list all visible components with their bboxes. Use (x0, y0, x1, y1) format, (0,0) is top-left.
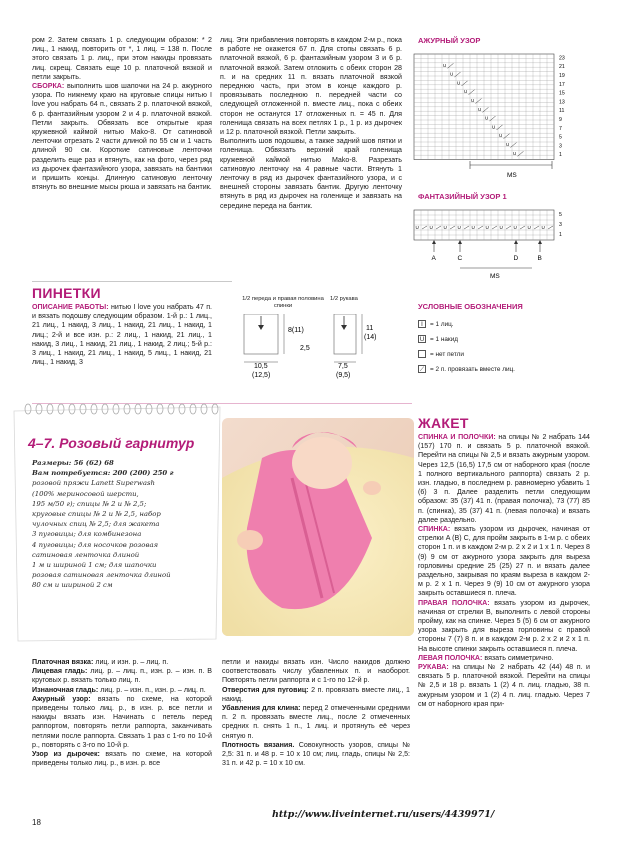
text: вязать по схеме, на которой приведены только лиц. р., в изн. р. все петли и накиды вязать изн. Начинать с петель перед раппортом, повторять петли раппорта, заканчивать петлями после раппорта. Связать 1 раз с 1-го по 10-й р., повторять с 3-го по 10-й р. (32, 694, 212, 749)
materials-line: чулочных спиц № 2,5; для жакета (32, 520, 160, 529)
ms-label: MS (507, 172, 517, 179)
row-number: 7 (559, 125, 562, 132)
materials-list (32, 458, 217, 591)
jacket-title: ЖАКЕТ (418, 415, 469, 431)
label: Отверстия для пуговиц: (222, 685, 309, 694)
right-front-text: вязать узором из дырочек, начиная от стрелки B, выполнить с левой стороны пройму, как на спинке. Через 5 (5) 6 см от ажурного узора закрыть для выреза горловины с правой стороны 7 (7) 8 п. и в каждом 2-м р. 2 х 2 и 2 х 1 п. На высоте спинки закрыть оставшиеся п. плеча. (418, 598, 590, 653)
stitch-symbol: U (513, 225, 517, 230)
materials-line: 1 м и шириной 1 см; для шапочки (32, 561, 157, 570)
stitch-symbol: U (471, 98, 475, 103)
stitch-symbol: U (513, 150, 517, 156)
description-label: ОПИСАНИЕ РАБОТЫ: (32, 303, 109, 311)
paragraph: ром 2. Затем связать 1 р. следующим образом: * 2 лиц., 1 накид, повторить от *, 1 лиц. = 138 п. После этого связать 1 р. лиц., при этом накиды провязать лиц. скрещ. Связать еще 10 р. платочной вязкой и петли закрыть. (32, 36, 212, 81)
dim: (12,5) (252, 372, 271, 379)
dim: (9,5) (336, 372, 351, 379)
arrow-head (258, 325, 264, 330)
legend-item (418, 335, 458, 343)
schematic-label-front: 1/2 переда и правая половина спинки (242, 296, 324, 309)
baby-photo (222, 418, 414, 636)
materials-line: 80 см и шириной 2 см (32, 581, 113, 590)
legend-symbol-icon: U (419, 337, 425, 343)
page-number: 18 (32, 818, 41, 827)
text: перед 2 отмеченными средними п. 2 п. провязать вместе лиц., после 2 отмеченных средних п. снять 1 п., 1 лиц. и протянуть её через снятую п. (222, 704, 410, 740)
text: лиц. и изн. р. – лиц. п. (95, 658, 169, 666)
row-number: 1 (559, 232, 562, 238)
materials-line: розовая сатиновая ленточка длиной (32, 571, 171, 580)
assembly-label: СБОРКА: (32, 82, 65, 91)
fancy-row-labels (559, 212, 562, 238)
text: 2 п. провязать вместе лиц., 1 накид. (222, 685, 410, 703)
paragraph: Выполнить шов подошвы, а также задний шов пятки и голенища. Обвязать верхний край голенища кружевной каймой нитью Mako-8. Разрезать сатиновую ленточку на 4 равные части. Втянуть 1 ленточку в ряд из дырочек фантазийного узора, и с внешней стороны завязать бантик. Другую ленточку втянуть в ряд из дырочек на голенище и завязать на середине переда на бантик. (220, 137, 402, 210)
sleeve-piece (334, 314, 356, 354)
row-number: 9 (559, 117, 562, 123)
arrow-letter: B (537, 255, 542, 262)
back-and-fronts-label: СПИНКА И ПОЛОЧКИ: (418, 433, 496, 441)
pinetki-title: ПИНЕТКИ (32, 285, 101, 301)
stitch-symbol: U (485, 115, 489, 121)
legend-text: = нет петли (430, 350, 464, 358)
materials-line: розовой пряжи Lanett Superwash (32, 479, 155, 488)
materials-line: 3 пуговицы; для комбинезона (32, 530, 142, 539)
arrow-head (432, 240, 436, 244)
stitch-symbol: U (443, 225, 447, 230)
text: вязать по схеме, на которой приведены только лиц. р., в изн. р. все (32, 750, 212, 768)
jacket-column (418, 433, 590, 709)
materials-line: 195 м/50 г); спицы № 2 и № 2,5; (32, 499, 147, 508)
stitch-symbol: U (506, 142, 510, 147)
arrow-letter: D (513, 255, 519, 262)
openwork-row-labels (559, 55, 565, 158)
pinetki-description (32, 303, 212, 367)
right-front-label: ПРАВАЯ ПОЛОЧКА: (418, 598, 490, 607)
openwork-chart-title: АЖУРНЫЙ УЗОР (418, 36, 481, 45)
row-number: 19 (559, 73, 565, 79)
left-front-label: ЛЕВАЯ ПОЛОЧКА: (418, 653, 483, 662)
legend-text: = 1 лиц. (430, 320, 454, 328)
openwork-chart (412, 52, 577, 182)
materials-line: сатиновая ленточка длиной (32, 550, 140, 559)
label: Узор из дырочек: (32, 750, 100, 759)
fancy-chart (412, 208, 577, 280)
dim: (14) (364, 334, 377, 341)
stitch-symbol: U (485, 225, 489, 230)
baby-face (292, 437, 352, 489)
dim: 8(11) (288, 327, 304, 334)
materials-line: (100% мериносовой шерсти, (32, 489, 139, 498)
schematic-label-sleeve: 1/2 рукава (330, 296, 358, 302)
row-number: 5 (559, 212, 562, 218)
stitch-symbol: U (457, 80, 461, 86)
sleeves-label: РУКАВА: (418, 663, 449, 672)
baby-hand (237, 530, 263, 550)
label: Ажурный узор: (32, 694, 91, 703)
label: Лицевая гладь: (32, 667, 88, 676)
text: Совокупность узоров, спицы № 2,5: 31 п. и 48 р. = 10 х 10 см; лиц. гладь, спицы № 2,5: 31 п. и 42 р. = 10 х 10 см. (222, 740, 410, 768)
paragraph: лиц. Эти прибавления повторять в каждом 2-м р., пока в работе не окажется 67 п. Для стопы связать 6 р. платочной вязкой, 6 р. фантазийным узором 3 и 6 р. платочной вязкой. Затем отложить с обеих сторон 28 п. и на средних 11 п. вязать платочной вязкой переднюю часть, при этом в конце каждого р. провязывать последнюю п. передней части со следующей отложенной п. вместе лиц., пока с обеих сторон не останутся 17 отложенных п. = 45 п. Для голенища связать на всех петлях 1 р., 1 р. из дырочек и 12 р. платочной вязкой. Петли закрыть. (220, 36, 402, 137)
bottom-left-column (32, 658, 212, 768)
dim: 2,5 (300, 345, 310, 352)
schematics-drawing (236, 314, 386, 384)
paragraph: петли и накиды вязать изн. Число накидов должно соответствовать числу убавленных п. и наоборот. Повторять петли раппорта и с 1-го по 12-й р. (222, 658, 410, 685)
arrow-head (514, 240, 518, 244)
arrow-letter: A (431, 255, 436, 262)
back-text: вязать узором из дырочек, начиная от стрелки A (B) C, для пройм закрыть в 1-м р. с обеих сторон 1 п. и в каждом 2-м р. 2 х 2 и 1 х 1 п. Через 8 (9) 9 см от ажурного узора закрыть для выреза горловины средние 25 (25) 27 п. и вязать далее раздельно, закрывая по краям выреза в каждом 2-м р. 2 х 1 п. Через 9 (9) 10 см от ажурного узора закрыть оставшиеся п. плеча. (418, 525, 590, 598)
legend-title: УСЛОВНЫЕ ОБОЗНАЧЕНИЯ (418, 302, 523, 311)
stitch-symbol: U (492, 124, 496, 130)
back-and-fronts-text: на спицы № 2 набрать 144 (157) 170 п. и связать 5 р. платочной вязкой. Перейти на спицы № 2,5 и вязать ажурным узором. Через 12,5 (16,5) 17,5 см от наборного края (после 1 полного вертикального раппорта) связать 2 р. изн. гладью, в последнем р. равномерно убавить 1 (6) 3 п. Далее разделить петли следующим образом: 35 (37) 41 п. (правая полочка), 73 (77) 85 п. (спинка), 35 (37) 41 п. (левая полочка) и вязать далее раздельно. (418, 433, 590, 524)
legend-text: = 1 накид (430, 335, 459, 343)
row-number: 13 (559, 99, 565, 106)
arrow-letter: C (457, 255, 463, 262)
left-front-text: вязать симметрично. (484, 653, 554, 662)
stitch-symbol: U (541, 225, 545, 230)
ms-label: MS (490, 273, 500, 280)
stitch-symbol: U (443, 62, 447, 68)
row-number: 5 (559, 134, 562, 141)
stitch-symbol: U (499, 133, 503, 139)
legend-symbol-icon (418, 350, 426, 358)
materials-line: круговые спицы № 2 и № 2,5, набор (32, 510, 161, 519)
row-number: 15 (559, 90, 565, 97)
stitch-symbol: U (527, 225, 531, 230)
fancy-chart-title: ФАНТАЗИЙНЫЙ УЗОР 1 (418, 192, 507, 201)
source-url[interactable]: http://www.liveinternet.ru/users/4439971/ (272, 809, 495, 820)
label: Платочная вязка: (32, 658, 94, 666)
dim: 11 (366, 325, 374, 332)
stitch-symbol: U (499, 225, 503, 230)
top-left-column (32, 36, 212, 192)
dim: 10,5 (254, 363, 268, 370)
row-number: 23 (559, 55, 565, 62)
stitch-symbol: U (457, 225, 461, 230)
materials-line: 4 пуговицы; для носочков розовая (32, 540, 159, 549)
label: Убавления для клина: (222, 704, 301, 713)
assembly-text: выполнить шов шапочки на 24 р. ажурного узора. По нижнему краю на круговые спицы нитью I love you набрать 64 п., связать 2 р. платочной вязкой, 6 р. фантазийным узором 2 и 4 р. платочной вязкой. Петли закрыть. Обвязать все открытые края кружевной каймой нитью Mako-8. От сатиновой ленточки отрезать 2 части длиной по 55 см и 1 часть длиной 90 см. Короткие сатиновые ленточки разделить еще раз и втянуть, как на фото, через ряд из дырочек фантазийного узора, завязать на бантики и пришить концы. Длинную сатиновую ленточку втянуть во внешние мысы рюша и завязать на бантик. (32, 82, 212, 192)
back-label: СПИНКА: (418, 525, 451, 534)
card-title: 4–7. Розовый гарнитур (28, 435, 195, 451)
fancy-arrows (432, 240, 543, 262)
description-text: нитью I love you набрать 47 п. и вязать подошву следующим образом. 1-й р.: 1 лиц., 21 лиц., 1 накид, 3 лиц., 1 накид, 21 лиц., 1 накид, 1 лиц.; 2-й и все изн. р.: 2 лиц., 1 накид, 21 лиц., 1 накид, 3 лиц., 1 накид, 21 лиц., 1 накид, 2 лиц.; 5-й р.: 3 лиц., 1 накид, 21 лиц., 1 накид, 5 лиц., 1 накид, 21 лиц., 1 накид, 3 (32, 303, 213, 367)
stitch-symbol: U (471, 225, 475, 230)
arrow-head (458, 240, 462, 244)
stitch-symbol: U (478, 106, 482, 112)
legend-symbol-icon: ⟋ (419, 367, 425, 373)
fancy-grid (414, 210, 554, 240)
bottom-middle-column (222, 658, 410, 768)
row-number: 1 (559, 152, 562, 159)
row-number: 11 (559, 108, 565, 115)
stitch-symbol: U (415, 225, 419, 230)
legend-text: = 2 п. провязать вместе лиц. (430, 365, 515, 373)
legend-symbol-icon: I (418, 320, 426, 328)
sleeves-text: на спицы № 2 набрать 42 (44) 48 п. и связать 5 р. платочной вязкой. Перейти на спицы № 2,5 и 18 р. вязать 1 (2) 4 п. лиц. гладью, 38 п. ажурным узором и 1 (2) 4 п. лиц. гладью. Через 7 см от наборного края при- (418, 663, 590, 708)
openwork-grid (414, 54, 554, 160)
legend-item (418, 365, 515, 373)
row-number: 21 (559, 64, 565, 71)
row-number: 17 (559, 81, 565, 88)
materials-line: Вам потребуется: 200 (200) 250 г (32, 469, 174, 478)
stitch-symbol: U (464, 89, 468, 95)
divider (32, 281, 232, 282)
legend-item (418, 350, 464, 358)
stitch-symbol: U (429, 225, 433, 230)
stitch-symbol: U (450, 71, 454, 77)
text: лиц. р. – изн. п., изн. р. – лиц. п. (100, 685, 206, 694)
arrow-head (538, 240, 542, 244)
legend-item (418, 320, 454, 328)
row-number: 3 (559, 222, 562, 228)
text: лиц. р. – лиц. п., изн. р. – изн. п. В круговых р. вязать только лиц. п. (32, 667, 212, 685)
materials-line: Размеры: 56 (62) 68 (32, 459, 114, 467)
label: Изнаночная гладь: (32, 685, 99, 694)
top-middle-column (220, 36, 402, 211)
label: Плотность вязания. (222, 740, 295, 749)
row-number: 3 (559, 143, 562, 150)
dim: 7,5 (338, 363, 348, 370)
